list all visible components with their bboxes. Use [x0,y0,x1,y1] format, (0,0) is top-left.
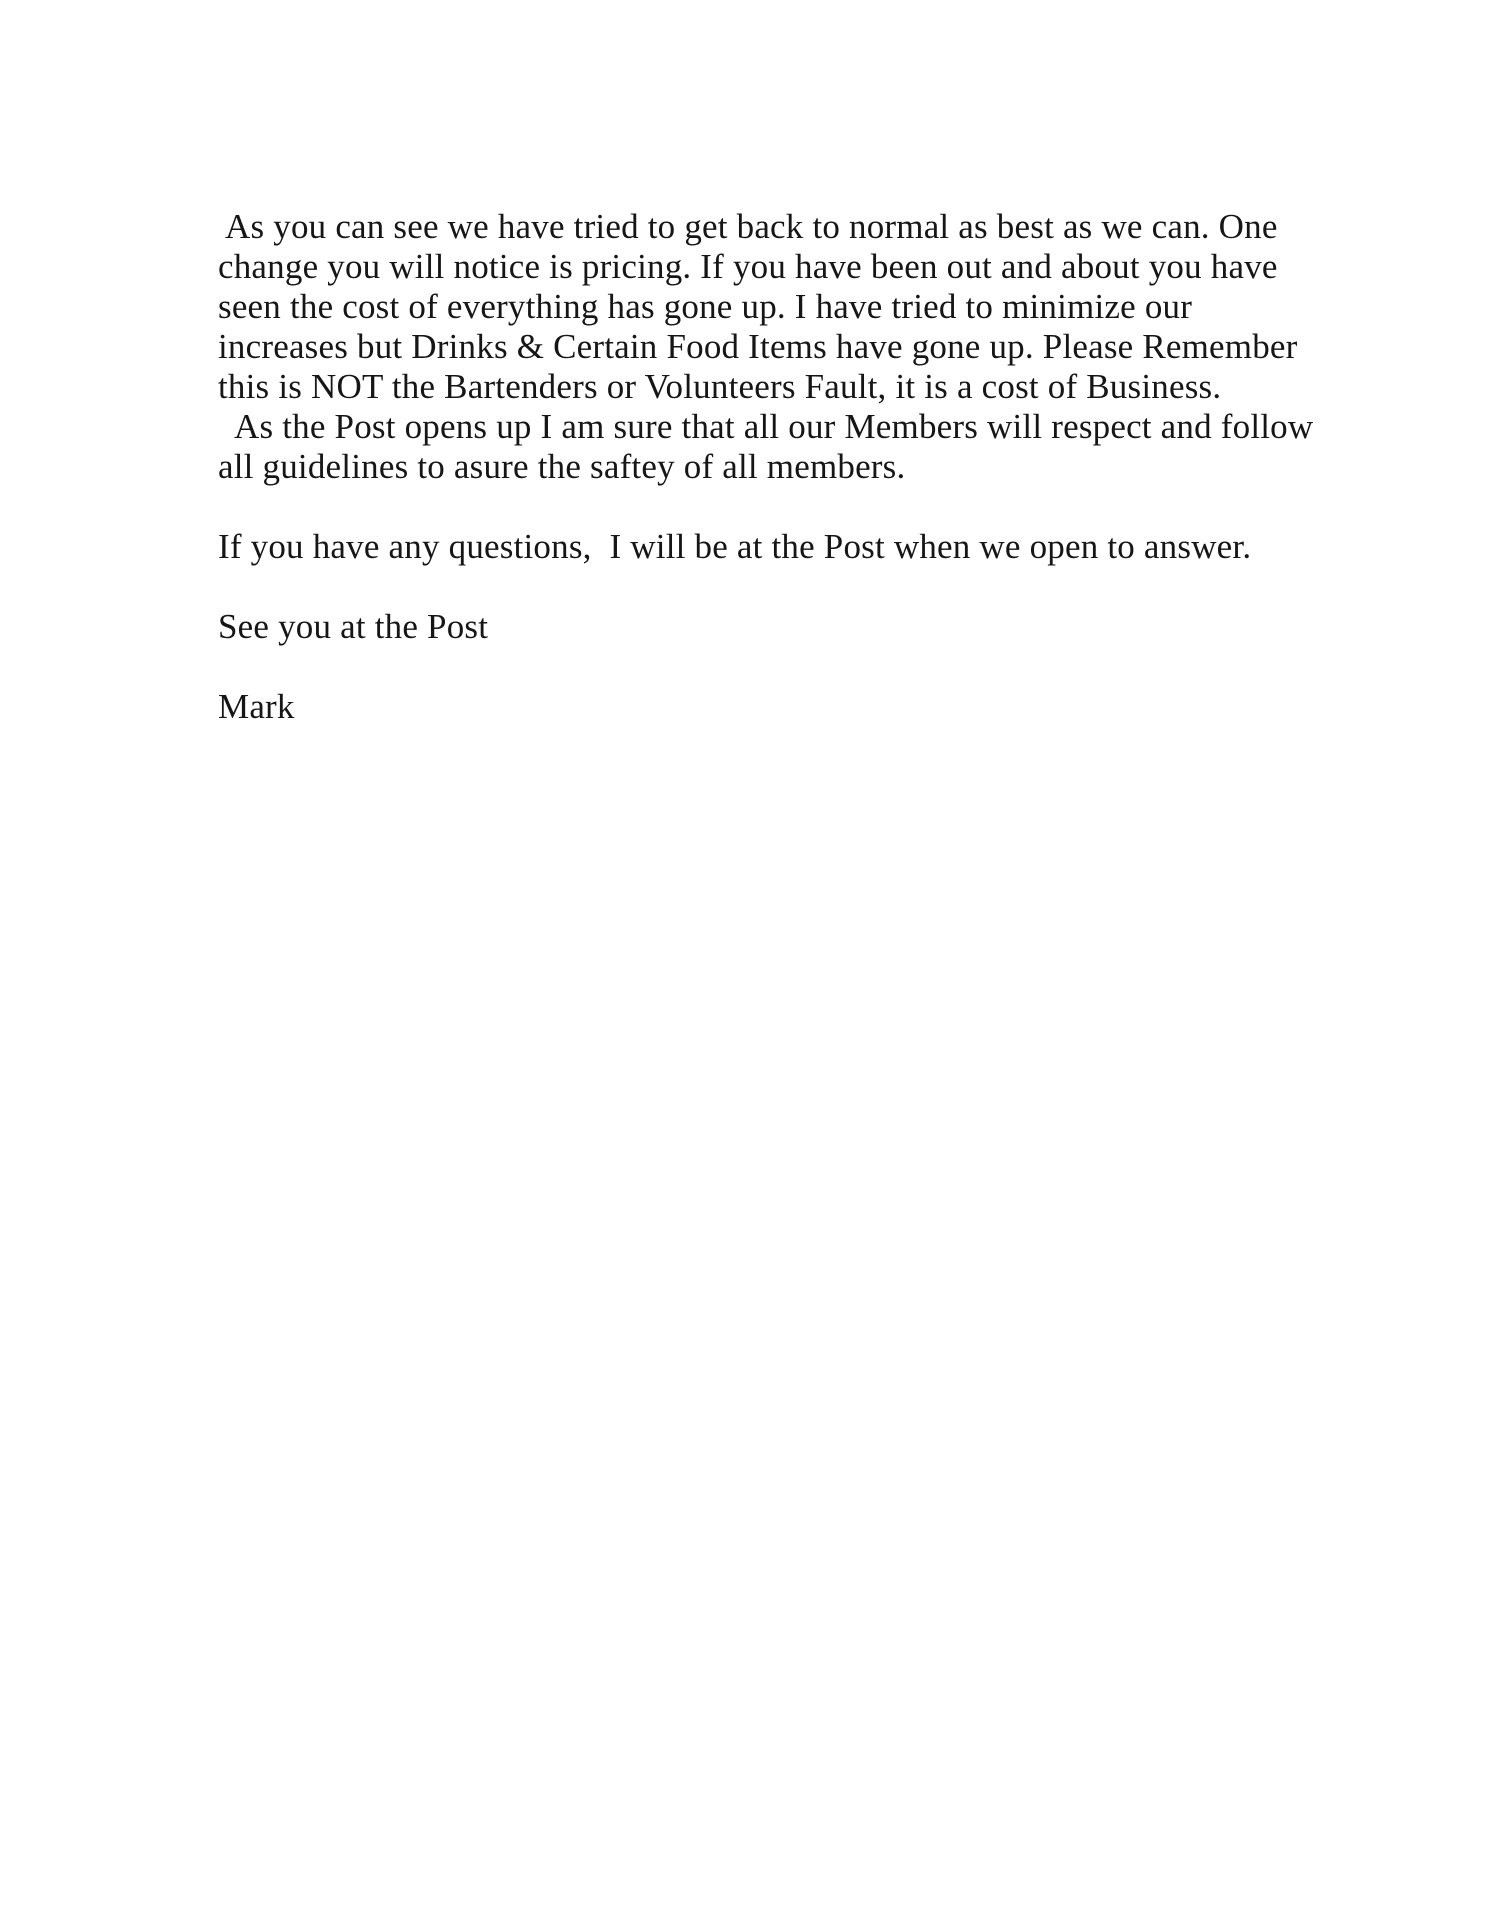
letter-signature: Mark [218,687,295,726]
letter-blank-line [218,567,1338,607]
letter-body-text [218,207,1338,727]
letter-blank-line [218,647,1338,687]
letter-line: increases but Drinks & Certain Food Items have gone up. Please Remember [218,327,1298,366]
letter-line: change you will notice is pricing. If you have been out and about you have [218,247,1278,286]
letter-closing-line: See you at the Post [218,607,489,646]
letter-line: seen the cost of everything has gone up. I have tried to minimize our [218,287,1193,326]
letter-line: If you have any questions, I will be at the Post when we open to answer. [218,527,1252,566]
letter-blank-line [218,487,1338,527]
letter-line: As you can see we have tried to get back to normal as best as we can. One [218,207,1278,246]
letter-line: this is NOT the Bartenders or Volunteers Fault, it is a cost of Business. [218,367,1222,406]
letter-line: As the Post opens up I am sure that all our Members will respect and follow [218,407,1314,446]
letter-line: all guidelines to asure the saftey of all members. [218,447,906,486]
